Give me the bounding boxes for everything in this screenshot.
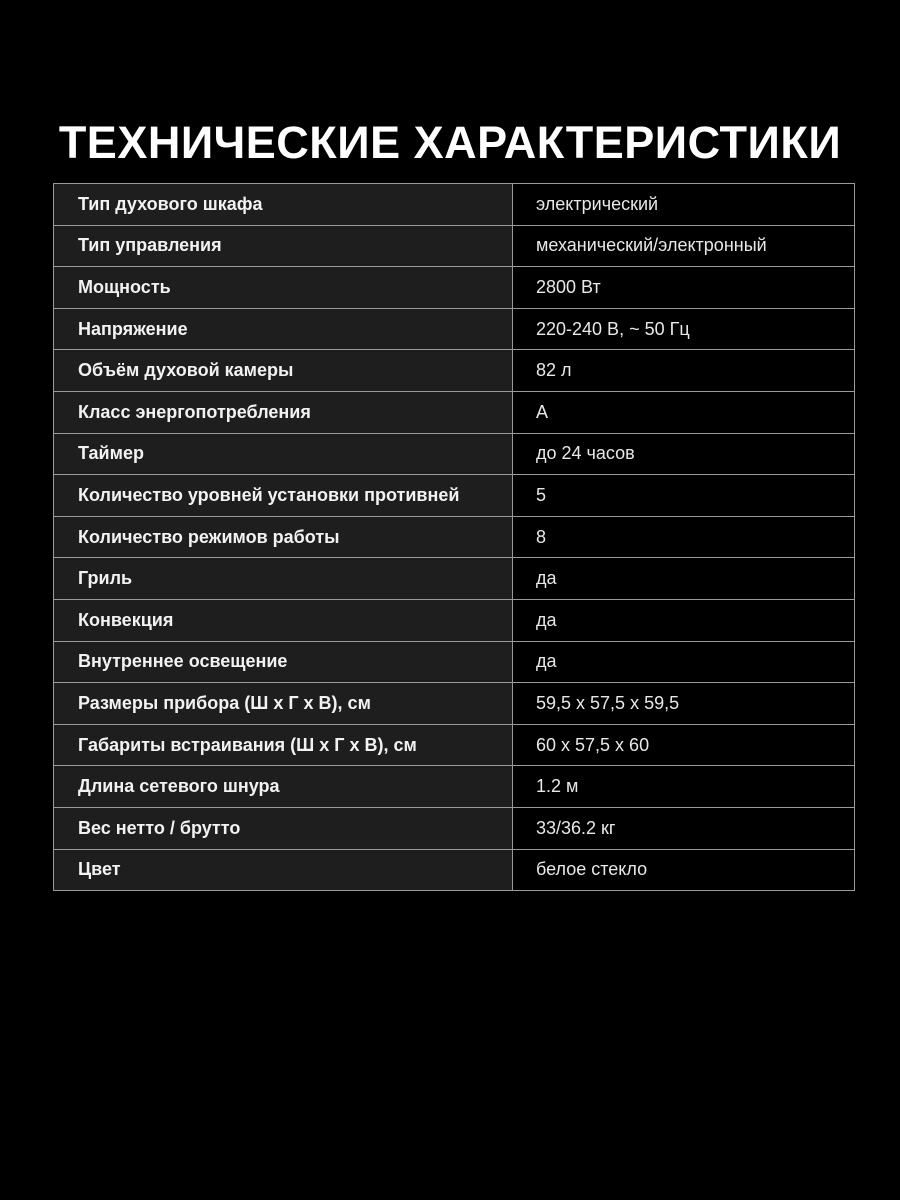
- spec-label: Гриль: [54, 558, 513, 600]
- spec-label: Класс энергопотребления: [54, 391, 513, 433]
- table-row: [54, 807, 855, 849]
- table-row: [54, 475, 855, 517]
- table-row: [54, 599, 855, 641]
- spec-value: 33/36.2 кг: [513, 807, 855, 849]
- spec-label: Габариты встраивания (Ш х Г х В), см: [54, 724, 513, 766]
- table-row: [54, 724, 855, 766]
- spec-value: 5: [513, 475, 855, 517]
- spec-value: 2800 Вт: [513, 267, 855, 309]
- spec-value: 59,5 х 57,5 х 59,5: [513, 683, 855, 725]
- table-row: [54, 433, 855, 475]
- table-row: [54, 683, 855, 725]
- table-row: [54, 849, 855, 891]
- spec-value: электрический: [513, 184, 855, 226]
- spec-label: Тип управления: [54, 225, 513, 267]
- table-row: [54, 308, 855, 350]
- spec-label: Количество режимов работы: [54, 516, 513, 558]
- spec-value: А: [513, 391, 855, 433]
- spec-label: Размеры прибора (Ш х Г х В), см: [54, 683, 513, 725]
- table-row: [54, 558, 855, 600]
- spec-value: 82 л: [513, 350, 855, 392]
- spec-label: Длина сетевого шнура: [54, 766, 513, 808]
- spec-label: Цвет: [54, 849, 513, 891]
- table-row: [54, 184, 855, 226]
- spec-label: Таймер: [54, 433, 513, 475]
- table-row: [54, 766, 855, 808]
- spec-value: 1.2 м: [513, 766, 855, 808]
- spec-value: 60 х 57,5 х 60: [513, 724, 855, 766]
- spec-label: Вес нетто / брутто: [54, 807, 513, 849]
- spec-label: Объём духовой камеры: [54, 350, 513, 392]
- spec-value: да: [513, 558, 855, 600]
- table-row: [54, 516, 855, 558]
- spec-value: белое стекло: [513, 849, 855, 891]
- spec-value: да: [513, 641, 855, 683]
- spec-label: Напряжение: [54, 308, 513, 350]
- spec-label: Количество уровней установки противней: [54, 475, 513, 517]
- spec-value: механический/электронный: [513, 225, 855, 267]
- spec-label: Мощность: [54, 267, 513, 309]
- spec-value: до 24 часов: [513, 433, 855, 475]
- table-row: [54, 267, 855, 309]
- table-row: [54, 350, 855, 392]
- table-row: [54, 641, 855, 683]
- spec-value: 8: [513, 516, 855, 558]
- spec-label: Конвекция: [54, 599, 513, 641]
- spec-label: Тип духового шкафа: [54, 184, 513, 226]
- spec-value: да: [513, 599, 855, 641]
- page-title: ТЕХНИЧЕСКИЕ ХАРАКТЕРИСТИКИ: [58, 117, 842, 168]
- table-row: [54, 391, 855, 433]
- specs-table: [53, 183, 855, 891]
- spec-value: 220-240 В, ~ 50 Гц: [513, 308, 855, 350]
- table-row: [54, 225, 855, 267]
- spec-label: Внутреннее освещение: [54, 641, 513, 683]
